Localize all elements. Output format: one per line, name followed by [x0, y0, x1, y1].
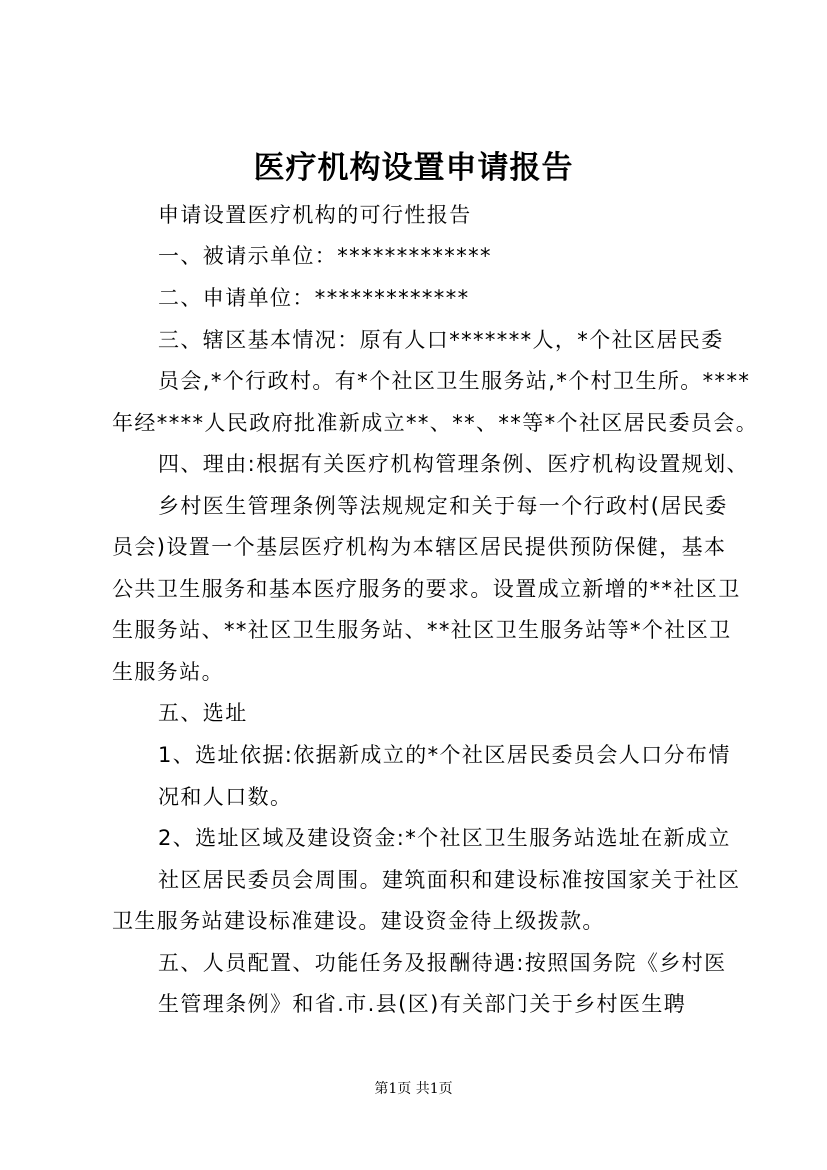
- paragraph-line: 公共卫生服务和基本医疗服务的要求。设置成立新增的**社区卫: [112, 577, 741, 601]
- paragraph-line: 卫生服务站建设标准建设。建设资金待上级拨款。: [112, 909, 605, 933]
- paragraph-line: 社区居民委员会周围。建筑面积和建设标准按国家关于社区: [158, 868, 741, 892]
- paragraph-line: 员会)设置一个基层医疗机构为本辖区居民提供预防保健，基本: [112, 535, 727, 559]
- paragraph-line: 生管理条例》和省.市.县(区)有关部门关于乡村医生聘: [158, 992, 687, 1016]
- paragraph-line: 二、申请单位：*************: [158, 286, 470, 310]
- paragraph-line: 年经****人民政府批准新成立**、**、**等*个社区居民委员会。: [112, 411, 759, 435]
- paragraph-line: 1、选址依据:依据新成立的*个社区居民委员会人口分布情: [158, 743, 731, 767]
- paragraph-line: 员会,*个行政村。有*个社区卫生服务站,*个村卫生所。****: [158, 369, 751, 393]
- document-title: 医疗机构设置申请报告: [253, 150, 574, 186]
- paragraph-line: 三、辖区基本情况：原有人口*******人，*个社区居民委: [158, 328, 724, 352]
- section-heading: 五、选址: [158, 701, 248, 725]
- paragraph-line: 一、被请示单位：*************: [158, 244, 492, 268]
- paragraph-line: 况和人口数。: [158, 785, 293, 809]
- paragraph-line: 四、理由:根据有关医疗机构管理条例、医疗机构设置规划、: [158, 452, 749, 476]
- paragraph-line: 申请设置医疗机构的可行性报告: [158, 203, 472, 227]
- paragraph-line: 生服务站、**社区卫生服务站、**社区卫生服务站等*个社区卫: [112, 618, 732, 642]
- paragraph-line: 生服务站。: [112, 660, 224, 684]
- paragraph-line: 2、选址区域及建设资金:*个社区卫生服务站选址在新成立: [158, 826, 731, 850]
- paragraph-line: 五、人员配置、功能任务及报酬待遇:按照国务院《乡村医: [158, 951, 727, 975]
- page-footer: 第1页 共1页: [374, 1081, 453, 1097]
- paragraph-line: 乡村医生管理条例等法规规定和关于每一个行政村(居民委: [158, 494, 728, 518]
